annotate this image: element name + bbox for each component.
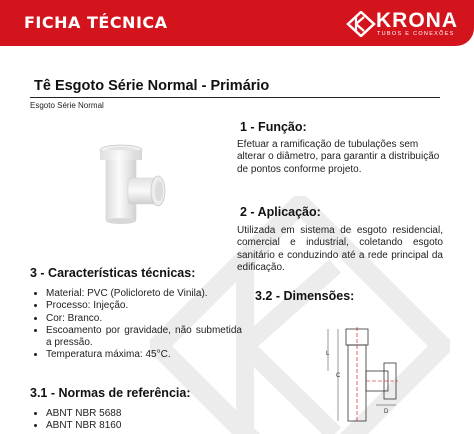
title-divider [30, 97, 440, 98]
dimension-label-l: L [326, 351, 330, 357]
caracteristicas-title: 3 - Características técnicas: [30, 266, 196, 280]
list-item: • Processo: Injeção. [46, 300, 242, 312]
product-subtitle: Esgoto Série Normal [30, 101, 104, 110]
header-title: FICHA TÉCNICA [24, 13, 168, 32]
list-item: • Escoamento por gravidade, não submetida a pressão. [46, 325, 242, 350]
logo-name: KRONA [376, 9, 458, 32]
krona-logo-icon [346, 11, 376, 37]
aplicacao-text: Utilizada em sistema de esgoto residencial, comercial e industrial, coletando esgoto sanitário e conduzindo até a rede principal da edificação. [237, 225, 443, 273]
normas-list [30, 408, 236, 433]
product-image [92, 140, 168, 224]
dimensoes-title: 3.2 - Dimensões: [255, 289, 355, 303]
funcao-text: Efetuar a ramificação de tubulações sem alterar o diâmetro, para garantir a distribuição de pontos conforme projeto. [237, 139, 440, 175]
list-item: • Material: PVC (Policloreto de Vinila). [46, 288, 242, 300]
list-item: • Temperatura máxima: 45°C. [46, 349, 242, 361]
dimension-drawing [310, 325, 404, 425]
header-bar [0, 0, 474, 46]
dimension-label-d: D [384, 409, 389, 415]
funcao-title: 1 - Função: [240, 120, 307, 134]
product-title: Tê Esgoto Série Normal - Primário [34, 78, 270, 94]
list-item: • Cor: Branco. [46, 313, 242, 325]
list-item: • ABNT NBR 5688 [46, 408, 236, 420]
list-item: • ABNT NBR 8160 [46, 420, 236, 432]
logo-tagline: TUBOS E CONEXÕES [377, 31, 455, 37]
normas-title: 3.1 - Normas de referência: [30, 386, 191, 400]
krona-logo [346, 8, 466, 40]
dimension-label-c: C [336, 373, 341, 379]
caracteristicas-list [30, 288, 242, 362]
aplicacao-title: 2 - Aplicação: [240, 205, 321, 219]
